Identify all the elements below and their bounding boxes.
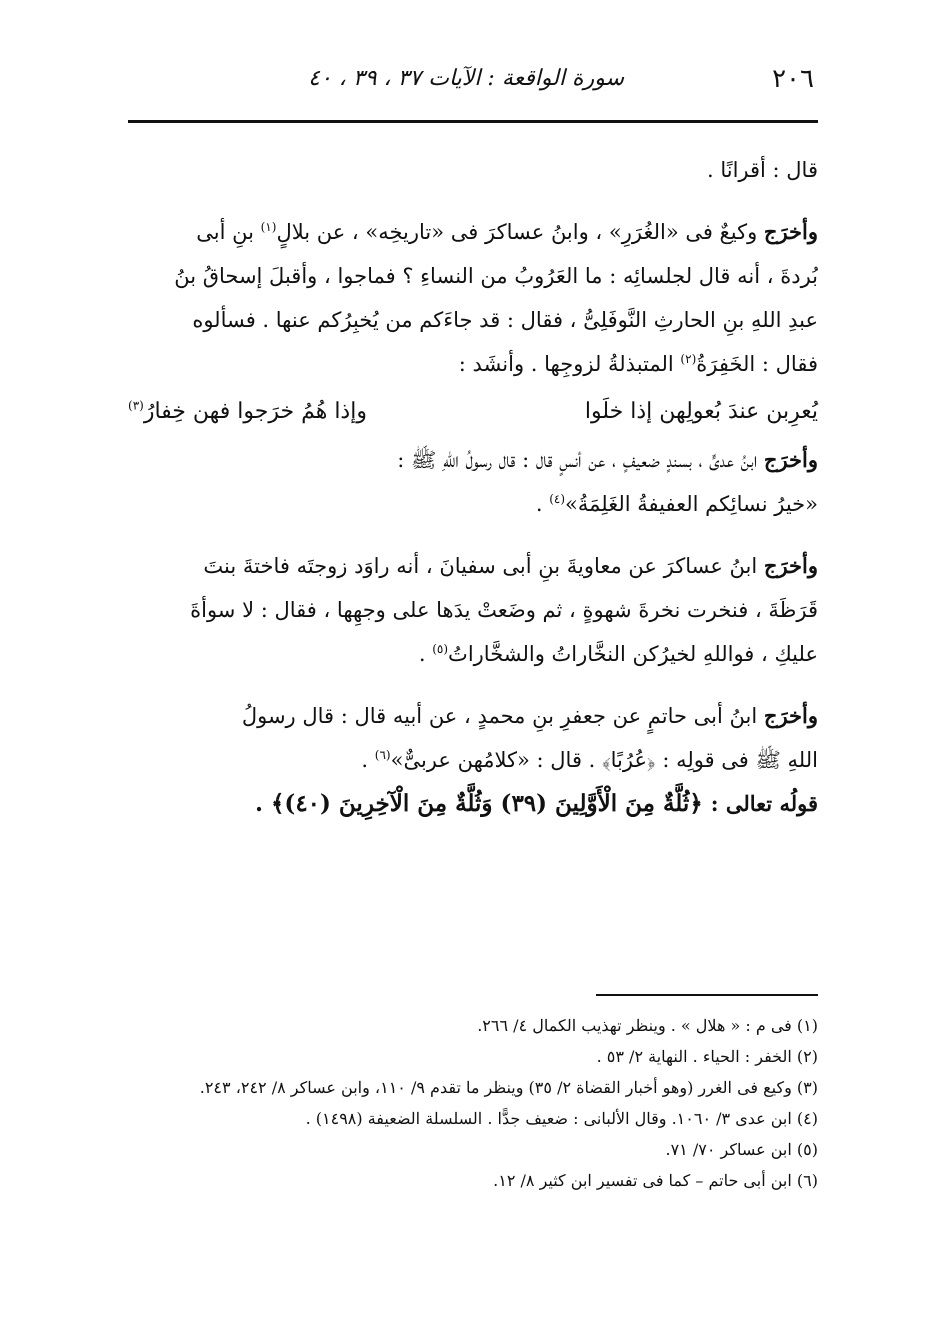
text-line: عبدِ اللهِ بنِ الحارثِ النَّوفَلِىُّ ، فقال : قد جاءَكم من يُخبِرُكم عنها . فسألوه bbox=[192, 308, 818, 332]
text-line: وأخرَج ابنُ أبى حاتمٍ عن جعفرِ بنِ محمدٍ ، عن أبيه قال : قال رسولُ bbox=[241, 703, 818, 728]
footnote-ref[interactable]: (٦) bbox=[374, 748, 391, 762]
running-title: سورة الواقعة : الآيات ٣٧ ، ٣٩ ، ٤٠ bbox=[308, 66, 624, 91]
paragraph-lead: وأخرَج bbox=[763, 447, 818, 472]
footnote-separator bbox=[596, 994, 818, 996]
verse-hemistich-second: وإذا هُمُ خرَجوا فهن خِفارُ$^{(٣)}$ bbox=[128, 398, 367, 424]
footnote-5: (٥) ابن عساكر ٧٠/ ٧١. bbox=[665, 1140, 818, 1159]
footnotes bbox=[128, 1010, 818, 1196]
paragraph-lead: وأخرَج bbox=[763, 703, 818, 728]
quran-verse-line bbox=[128, 782, 818, 826]
footnote-6: (٦) ابن أبى حاتم – كما فى تفسير ابن كثير ٨/ ١٢. bbox=[493, 1171, 818, 1190]
paragraph-lead: وأخرَج bbox=[763, 553, 818, 578]
poetry-verse bbox=[128, 386, 818, 438]
footnote-2: (٢) الخفر : الحياء . النهاية ٢/ ٥٣ . bbox=[596, 1047, 818, 1066]
footnote-ref[interactable]: (٥) bbox=[432, 642, 449, 656]
text-line: قال : أقرانًا . bbox=[706, 158, 818, 182]
text-line: عليكِ ، فواللهِ لخيرُكن النخَّاراتُ والشخَّاراتُ$^{(٥)}$ . bbox=[418, 642, 818, 666]
page-header bbox=[128, 62, 814, 106]
text-line: فقال : الخَفِرَةُ$^{(٢)}$ المتبذلةُ لزوجِها . وأنشَد : bbox=[458, 352, 818, 376]
text-line: اللهِ ﷺ فى قولِه : ﴿عُرُبًا﴾ . قال : «كلامُهن عربىٌّ»$^{(٦)}$ . bbox=[361, 748, 818, 772]
text-line: بُردةَ ، أنه قال لجلسائِه : ما العَرُوبُ من النساءِ ؟ فماجوا ، وأقبلَ إسحاقُ بنُ bbox=[174, 264, 818, 288]
footnote-3: (٣) وكيع فى الغرر (وهو أخبار القضاة ٢/ ٣٥) وينظر ما تقدم ٩/ ١١٠، وابن عساكر ٨/ ٢٤٢، ٢٤٣. bbox=[199, 1078, 818, 1097]
text-line: وأخرَج ابنُ عساكرَ عن معاويةَ بنِ أبى سفيانَ ، أنه راوَد زوجتَه فاختةَ بنتَ bbox=[203, 553, 818, 578]
footnote-ref[interactable]: (١) bbox=[260, 220, 277, 234]
footnote-ref[interactable]: (٤) bbox=[549, 492, 566, 506]
text-line: «خيرُ نسائِكم العفيفةُ الغَلِمَةُ»$^{(٤)}$ . bbox=[535, 492, 818, 516]
paragraph-lead: قولُه تعالى : bbox=[710, 791, 818, 816]
header-rule bbox=[128, 120, 818, 123]
main-text bbox=[128, 148, 818, 826]
paragraph-lead: وأخرَج bbox=[763, 219, 818, 244]
verse-hemistich-first: يُعرِبن عندَ بُعولِهن إذا خلَوا bbox=[584, 399, 818, 424]
footnote-1: (١) فى م : « هلال » . وينظر تهذيب الكمال ٤/ ٢٦٦. bbox=[477, 1016, 818, 1035]
footnote-ref[interactable]: (٣) bbox=[128, 398, 144, 413]
text-line: وأخرَج ابنُ عدىٍّ ، بسندٍ ضعيفٍ ، عن أنسٍ قال : قال رسولُ اللهِ ﷺ : bbox=[397, 447, 818, 472]
text-line: وأخرَج وكيعٌ فى «الغُرَرِ» ، وابنُ عساكرَ فى «تاريخِه» ، عن بلالٍ$^{(١)}$ بنِ أبى bbox=[196, 219, 818, 244]
footnote-ref[interactable]: (٢) bbox=[680, 352, 697, 366]
page-number: ٢٠٦ bbox=[772, 64, 814, 94]
quran-verse: ﴿ثُلَّةٌ مِنَ الْأَوَّلِينَ (٣٩) وَثُلَّةٌ مِنَ الْآخِرِينَ (٤٠)﴾ . bbox=[254, 790, 711, 817]
footnote-4: (٤) ابن عدى ٣/ ١٠٦٠. وقال الألبانى : ضعيف جدًّا . السلسلة الضعيفة (١٤٩٨) . bbox=[305, 1109, 818, 1128]
text-line: قَرَظَةَ ، فنخرت نخرةَ شهوةٍ ، ثم وضَعتْ يدَها على وجهِها ، فقال : لا سوأةَ bbox=[190, 598, 818, 622]
